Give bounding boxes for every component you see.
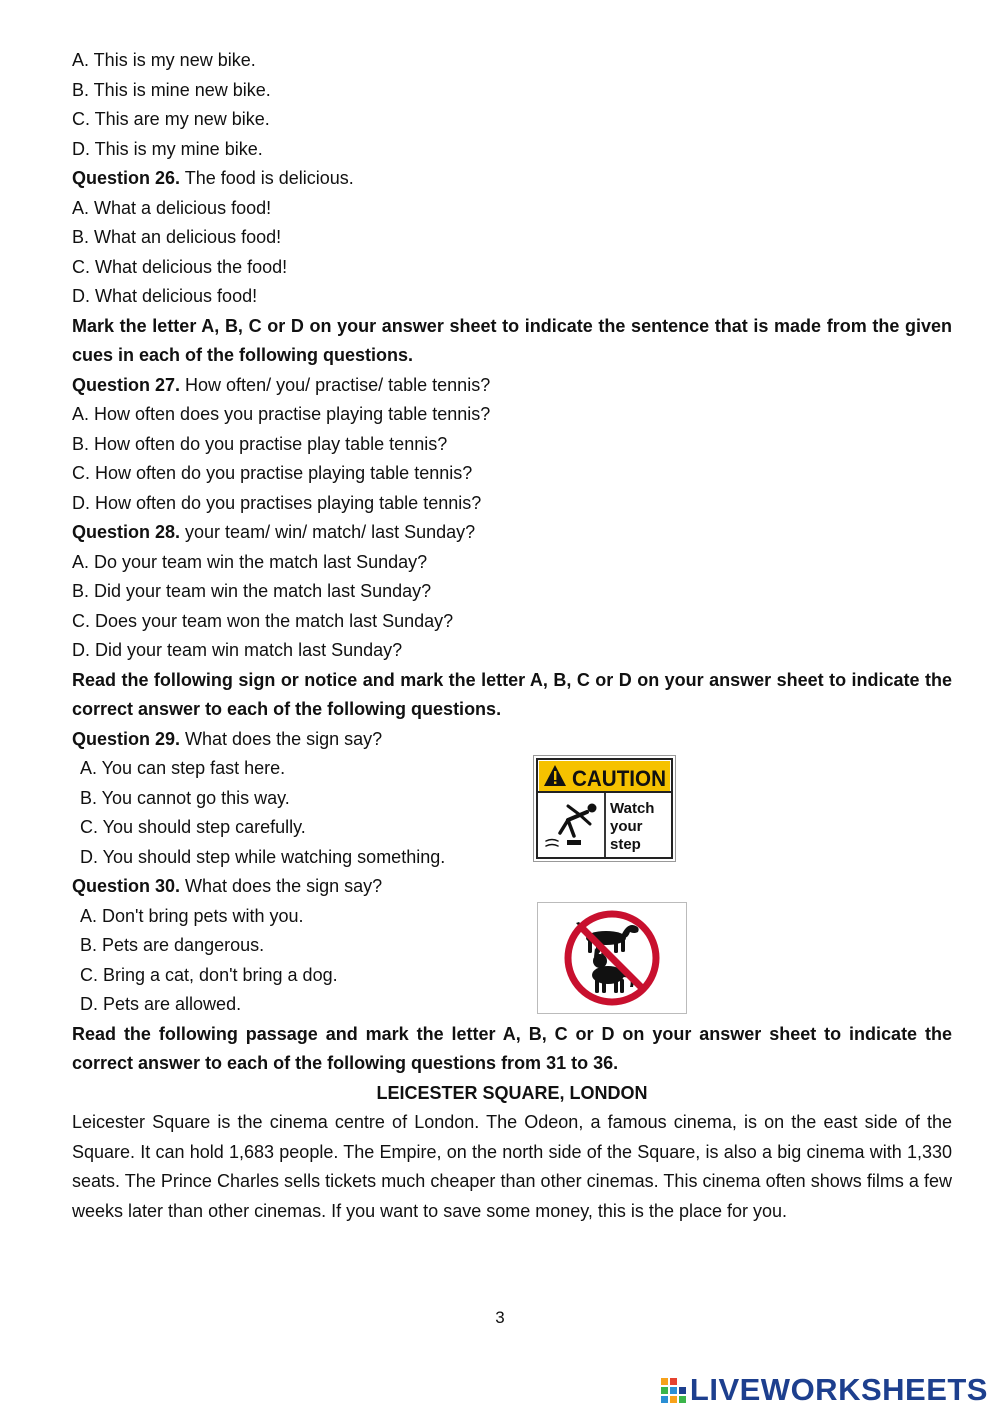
- q28-option-c[interactable]: C. Does your team won the match last Sunday?: [72, 610, 454, 631]
- q26-option-a[interactable]: A. What a delicious food!: [72, 197, 272, 218]
- question-27-label: Question 27.: [72, 374, 181, 395]
- passage-title: LEICESTER SQUARE, LONDON: [376, 1082, 648, 1103]
- no-pets-sign-svg: [538, 903, 686, 1013]
- question-26-label: Question 26.: [72, 168, 181, 188]
- q29-option-b[interactable]: B. You cannot go this way.: [80, 787, 290, 808]
- question-28-label: Question 28.: [72, 522, 181, 542]
- q26-option-d[interactable]: D. What delicious food!: [72, 286, 258, 306]
- q26-option-b[interactable]: B. What an delicious food!: [72, 227, 282, 247]
- page-number: 3: [495, 1308, 505, 1327]
- q25-option-c[interactable]: C. This are my new bike.: [72, 109, 270, 129]
- instruction-passage: Read the following passage and mark the letter A, B, C or D on your answer sheet to indicate the correct answer to each of the following questions from 31 to 36.: [72, 1023, 952, 1073]
- q27-option-a[interactable]: A. How often does you practise playing table tennis?: [72, 404, 491, 424]
- no-pets-sign-image: [537, 902, 687, 1014]
- worksheet-content: [72, 46, 952, 1226]
- question-29-text: What does the sign say?: [180, 728, 383, 749]
- liveworksheets-logo-text: LIVEWORKSHEETS: [689, 1372, 988, 1407]
- passage-body: Leicester Square is the cinema centre of London. The Odeon, a famous cinema, is on the east side of the Square. It can hold 1,683 people. The Empire, on the north side of the Square, is also a big cinema with 1,330 seats. The Prince Charles sells tickets much cheaper than other cinemas. This cinema often shows films a few weeks later than other cinemas. If you want to save some money, this is the place for you.: [72, 1112, 952, 1221]
- q27-option-d[interactable]: D. How often do you practises playing table tennis?: [72, 492, 482, 513]
- question-30: [72, 872, 952, 902]
- caution-line-3: step: [610, 836, 641, 853]
- question-26: [72, 164, 952, 194]
- q25-option-b[interactable]: B. This is mine new bike.: [72, 79, 271, 100]
- q26-option-c[interactable]: C. What delicious the food!: [72, 256, 288, 277]
- instruction-cues: Mark the letter A, B, C or D on your answer sheet to indicate the sentence that is made from the given cues in each of the following questions.: [72, 315, 952, 365]
- prohibited-icon: [568, 914, 656, 1002]
- q29-option-c[interactable]: C. You should step carefully.: [80, 817, 306, 837]
- question-27: [72, 371, 952, 401]
- q30-option-d[interactable]: D. Pets are allowed.: [80, 994, 242, 1014]
- q28-option-a[interactable]: A. Do your team win the match last Sunday?: [72, 551, 428, 572]
- q29-option-d[interactable]: D. You should step while watching something.: [80, 846, 446, 867]
- q27-option-c[interactable]: C. How often do you practise playing table tennis?: [72, 463, 473, 483]
- q27-option-b[interactable]: B. How often do you practise play table tennis?: [72, 433, 448, 454]
- q28-option-d[interactable]: D. Did your team win match last Sunday?: [72, 640, 403, 660]
- liveworksheets-logo-icon: [660, 1376, 688, 1404]
- caution-header-text: CAUTION: [572, 766, 666, 791]
- q28-option-b[interactable]: B. Did your team win the match last Sunday?: [72, 581, 432, 601]
- question-27-text: How often/ you/ practise/ table tennis?: [180, 374, 491, 395]
- caution-line-2: your: [610, 818, 643, 835]
- question-29-label: Question 29.: [72, 728, 181, 749]
- caution-sign-svg: [534, 756, 675, 861]
- q25-option-d[interactable]: D. This is my mine bike.: [72, 138, 263, 159]
- q30-option-b[interactable]: B. Pets are dangerous.: [80, 935, 265, 955]
- question-30-label: Question 30.: [72, 876, 181, 896]
- caution-line-1: Watch: [610, 800, 655, 817]
- q30-option-a[interactable]: A. Don't bring pets with you.: [80, 905, 304, 926]
- caution-sign-image: [533, 755, 676, 862]
- q30-option-c[interactable]: C. Bring a cat, don't bring a dog.: [80, 964, 338, 985]
- question-29: [72, 725, 952, 755]
- question-28-text: your team/ win/ match/ last Sunday?: [180, 522, 476, 542]
- instruction-signs: Read the following sign or notice and mark the letter A, B, C or D on your answer sheet to indicate the correct answer to each of the following questions.: [72, 669, 952, 719]
- question-26-text: The food is delicious.: [180, 168, 354, 188]
- q29-option-a[interactable]: A. You can step fast here.: [80, 758, 286, 778]
- liveworksheets-logo: [660, 1372, 988, 1408]
- question-30-text: What does the sign say?: [180, 876, 383, 896]
- question-28: [72, 518, 952, 548]
- q25-option-a[interactable]: A. This is my new bike.: [72, 50, 256, 70]
